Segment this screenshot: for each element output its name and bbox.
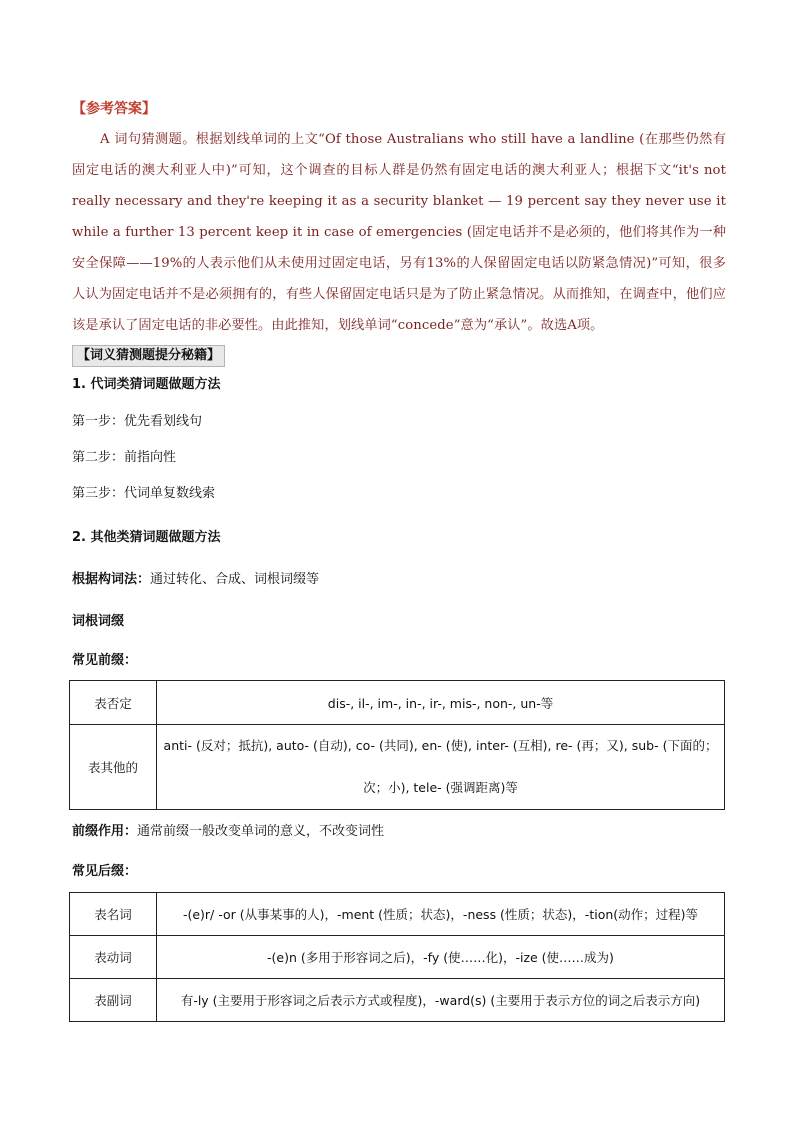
table-cell-content: -(e)r/ -or (从事某事的人)，-ment (性质；状态)，-ness (性质；状态)，-tion(动作；过程)等 xyxy=(157,893,725,936)
document-page xyxy=(72,98,726,1022)
tips-heading: 【词义猜测题提分秘籍】 xyxy=(72,345,225,367)
prefix-effect-line xyxy=(72,822,726,842)
table-row xyxy=(70,936,725,979)
method-text: 通过转化、合成、词根词缀等 xyxy=(150,572,320,587)
step-item: 第三步：代词单复数线索 xyxy=(72,486,216,501)
table-cell-content: 有-ly (主要用于形容词之后表示方式或程度)，-ward(s) (主要用于表示方位的词之后表示方向) xyxy=(157,979,725,1022)
root-affix-title: 词根词缀 xyxy=(72,614,125,629)
section1-title: 1. 代词类猜词题做题方法 xyxy=(72,377,221,392)
prefix-effect-label: 前缀作用： xyxy=(72,824,138,839)
table-cell-label: 表动词 xyxy=(70,936,157,979)
table-cell-content: dis-, il-, im-, in-, ir-, mis-, non-, un-等 xyxy=(157,681,725,725)
prefix-table xyxy=(69,680,725,810)
answer-paragraph: A 词句猜测题。根据划线单词的上文“Of those Australians who still have a landline (在那些仍然有固定电话的澳大利亚人中)”可知，这个调查的目标人群是仍然有固定电话的澳大利亚人；根据下文“it's not really necessary and they're keeping it as a security blanket — 19 percent say they never use it while a further 13 percent keep it in case of emergencies (固定电话并不是必须的，他们将其作为一种安全保障——19%的人表示他们从未使用过固定电话，另有13%的人保留固定电话以防紧急情况)”可知，很多人认为固定电话并不是必须拥有的，有些人保留固定电话只是为了防止紧急情况。从而推知，在调查中，他们应该是承认了固定电话的非必要性。由此推知，划线单词“concede”意为“承认”。故选A项。 xyxy=(72,132,726,333)
table-row xyxy=(70,725,725,810)
table-cell-label: 表副词 xyxy=(70,979,157,1022)
section2-title: 2. 其他类猜词题做题方法 xyxy=(72,530,221,545)
method-label: 根据构词法： xyxy=(72,572,151,587)
table-row xyxy=(70,681,725,725)
prefix-effect-text: 通常前缀一般改变单词的意义，不改变词性 xyxy=(137,824,385,839)
suffix-title: 常见后缀： xyxy=(72,864,138,879)
answer-heading: 【参考答案】 xyxy=(72,101,156,117)
table-row xyxy=(70,893,725,936)
suffix-table xyxy=(69,892,725,1022)
table-cell-content: -(e)n (多用于形容词之后)，-fy (使……化)，-ize (使……成为) xyxy=(157,936,725,979)
table-cell-label: 表其他的 xyxy=(70,725,157,810)
table-cell-label: 表名词 xyxy=(70,893,157,936)
table-cell-label: 表否定 xyxy=(70,681,157,725)
method-line xyxy=(72,570,726,590)
table-cell-content: anti- (反对；抵抗), auto- (自动), co- (共同), en- (使), inter- (互相), re- (再；又), sub- (下面的；次；小), tele- (强调距离)等 xyxy=(157,725,725,810)
step-item: 第一步：优先看划线句 xyxy=(72,414,203,429)
prefix-title: 常见前缀： xyxy=(72,653,138,668)
step-item: 第二步：前指向性 xyxy=(72,450,177,465)
table-row xyxy=(70,979,725,1022)
